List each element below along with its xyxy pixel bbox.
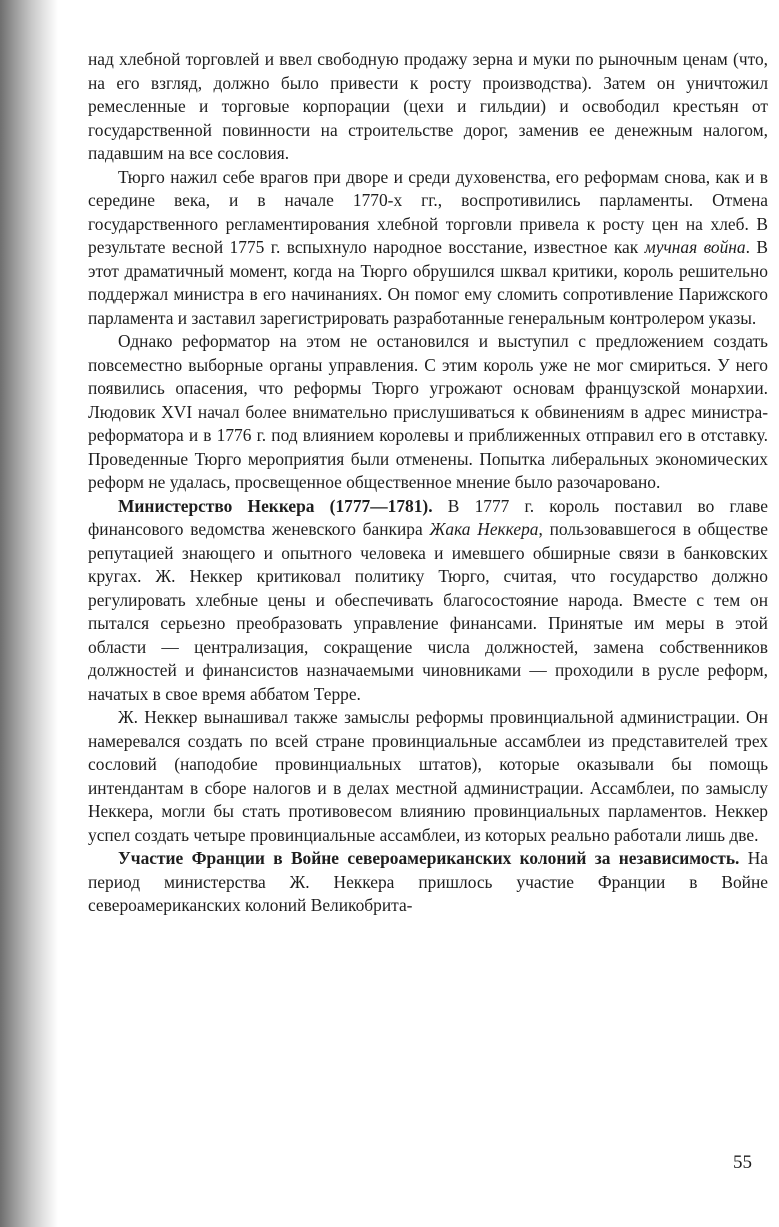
paragraph-3-text: Однако реформатор на этом не остановился и выступил с предложением создать повсеместно выборные органы управления. С этим король уже не мог смириться. У него появились опасения, что реформы Тюрго угрожают основам французской монархии. Людовик XVI начал более внимательно прислушиваться к обвинениям в адрес министра-реформатора и в 1776 г. под влиянием королевы и приближенных отправил его в отставку. Проведенные Тюрго мероприятия были отменены. Попытка либеральных экономических реформ не удалась, просвещенное общественное мнение было разочаровано. bbox=[88, 331, 768, 492]
name-jacques-necker: Жака Неккера bbox=[429, 519, 539, 539]
paragraph-6 bbox=[88, 847, 768, 918]
paragraph-4 bbox=[88, 495, 768, 707]
paragraph-1 bbox=[88, 48, 768, 166]
paragraph-3 bbox=[88, 330, 768, 495]
paragraph-5 bbox=[88, 706, 768, 847]
paragraph-4-text-a: В 1777 г. король поставил во главе финансового ведомства женевского банкира bbox=[88, 495, 769, 539]
paragraph-6-text: На период министерства Ж. Неккера пришлось участие Франции в Войне североамериканских колоний Великобрита- bbox=[88, 848, 768, 915]
paragraph-2-text-a: Тюрго нажил себе врагов при дворе и среди духовенства, его реформам снова, как и в середине века, и в начале 1770-х гг., воспротивились парламенты. Отмена государственного регламентирования хлебной торговли привела к росту цен на хлеб. В результате весной 1775 г. вспыхнуло народное восстание, известное как bbox=[88, 166, 768, 257]
section-heading-war-of-independence: Участие Франции в Войне североамериканских колоний за независимость. bbox=[118, 848, 740, 868]
paragraph-2-text-b: . В этот драматичный момент, когда на Тюрго обрушился шквал критики, король решительно поддержал министра в его начинаниях. Он помог ему сломить сопротивление Парижского парламента и заставил зарегистрировать разработанные генеральным контролером указы. bbox=[88, 237, 769, 328]
paragraph-4-text-b: , пользовавшегося в обществе репутацией знающего и опытного человека и имевшего обширные связи в банковских кругах. Ж. Неккер критиковал политику Тюрго, считая, что государство должно регулировать хлебные цены и обеспечивать благосостояние народа. Вместе с тем он пытался серьезно преобразовать управление финансами. Принятые им меры в этой области — централизация, сокращение числа должностей, замена собственников должностей и финансистов назначаемыми чиновниками — проходили в русле реформ, начатых в свое время аббатом Терре. bbox=[88, 519, 768, 704]
book-spine-shadow bbox=[0, 0, 58, 1227]
paragraph-5-text: Ж. Неккер вынашивал также замыслы реформы провинциальной администрации. Он намеревался создать по всей стране провинциальные ассамблеи из представителей трех сословий (наподобие провинциальных штатов), которые оказывали бы помощь интендантам в сборе налогов и в делах местной администрации. Ассамблеи, по замыслу Неккера, могли бы стать противовесом влиянию провинциальных парламентов. Неккер успел создать четыре провинциальные ассамблеи, из которых реально работали лишь две. bbox=[88, 707, 768, 845]
term-muchnaya-voyna: мучная война bbox=[644, 237, 746, 257]
page-number: 55 bbox=[733, 1152, 752, 1173]
paragraph-1-text: над хлебной торговлей и ввел свободную продажу зерна и муки по рыночным ценам (что, на его взгляд, должно было привести к росту производства). Затем он уничтожил ремесленные и торговые корпорации (цехи и гильдии) и освободил крестьян от государственной повинности на строительстве дорог, заменив ее денежным налогом, падавшим на все сословия. bbox=[88, 49, 768, 163]
paragraph-2 bbox=[88, 166, 768, 331]
page-text bbox=[88, 48, 768, 918]
section-heading-necker-ministry: Министерство Неккера (1777—1781). bbox=[118, 495, 433, 516]
